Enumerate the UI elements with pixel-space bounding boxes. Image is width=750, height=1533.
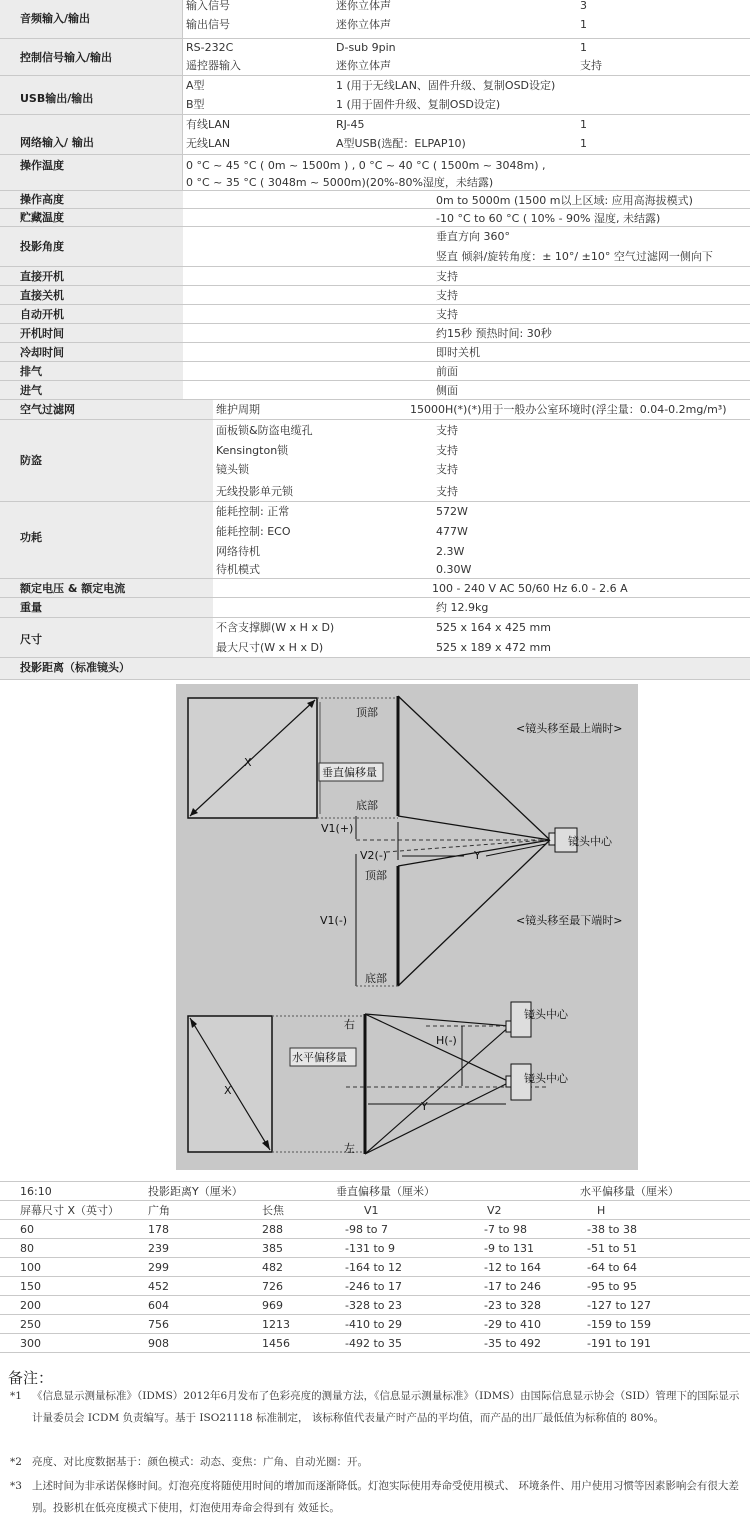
spec-value: 100 - 240 V AC 50/60 Hz 6.0 - 2.6 A	[432, 582, 628, 595]
table-header: 屏幕尺寸 X（英寸）	[20, 1204, 120, 1217]
spec-value: 1	[580, 137, 587, 150]
spec-sub: 面板锁&防盗电缆孔	[216, 424, 313, 437]
table-cell: -12 to 164	[484, 1261, 541, 1274]
table-cell: -7 to 98	[484, 1223, 528, 1236]
v1m-label: V1(-)	[320, 914, 348, 927]
spec-row-throw	[0, 657, 750, 680]
lens-center-label: 镜头中心	[568, 835, 612, 848]
spec-row-filter	[0, 399, 750, 420]
spec-sub: A型	[186, 79, 205, 92]
spec-label: 功耗	[0, 502, 213, 579]
spec-row-simple	[0, 342, 750, 362]
table-cell: 385	[262, 1242, 283, 1255]
spec-row-simple	[0, 266, 750, 286]
spec-value: 支持	[436, 463, 458, 476]
spec-sub: 能耗控制: ECO	[216, 525, 291, 538]
lens-center2-label: 镜头中心	[524, 1008, 568, 1021]
spec-label: 操作高度	[0, 191, 183, 209]
table-row	[0, 1295, 750, 1315]
table-cell: -23 to 328	[484, 1299, 541, 1312]
spec-row-simple	[0, 361, 750, 381]
spec-sub: 维护周期	[216, 403, 260, 416]
table-header: 投影距离Y（厘米）	[148, 1185, 243, 1198]
table-cell: -131 to 9	[345, 1242, 395, 1255]
spec-value: 0 °C ~ 35 °C ( 3048m ~ 5000m)(20%-80%湿度，未结露)	[186, 176, 494, 189]
table-cell: 288	[262, 1223, 283, 1236]
spec-row-audio	[0, 0, 750, 39]
table-cell: -410 to 29	[345, 1318, 402, 1331]
table-header: H	[597, 1204, 606, 1217]
spec-label: 音频输入/输出	[0, 0, 183, 39]
spec-sub: 网络待机	[216, 545, 260, 558]
lens-down-note: <镜头移至最下端时>	[516, 914, 623, 927]
table-cell: -159 to 159	[587, 1318, 651, 1331]
spec-row-storage	[0, 208, 750, 227]
top2-label: 顶部	[365, 869, 387, 882]
table-cell: -35 to 492	[484, 1337, 541, 1350]
table-cell: -492 to 35	[345, 1337, 402, 1350]
spec-value: 0 °C ~ 45 °C ( 0m ~ 1500m ) , 0 °C ~ 40 °C ( 1500m ~ 3048m) ,	[186, 159, 546, 172]
table-header: V2	[487, 1204, 502, 1217]
table-cell: 726	[262, 1280, 283, 1293]
spec-label: 开机时间	[0, 324, 183, 343]
spec-label: 空气过滤网	[0, 400, 213, 420]
table-cell: 80	[20, 1242, 34, 1255]
spec-value: 1	[580, 41, 587, 54]
table-cell: 299	[148, 1261, 169, 1274]
spec-value: 1	[580, 118, 587, 131]
v1p-label: V1(+)	[321, 822, 354, 835]
spec-label: 自动开机	[0, 305, 183, 324]
table-cell: -328 to 23	[345, 1299, 402, 1312]
note-text: 亮度、对比度数据基于：颜色模式：动态、变焦：广角、自动光圈：开。	[32, 1456, 368, 1468]
spec-value: 支持	[436, 289, 458, 302]
spec-sub: 无线LAN	[186, 137, 231, 150]
spec-sub: B型	[186, 98, 205, 111]
table-cell: 100	[20, 1261, 41, 1274]
table-cell: 1213	[262, 1318, 290, 1331]
note-text: 上述时间为非承诺保修时间。灯泡亮度将随使用时间的增加而逐渐降低。灯泡实际使用寿命受使用模式、 环境条件、用户使用习惯等因素影响会有很大差别。投影机在低亮度模式下使用，灯泡使用寿命会得到有 效延长。	[32, 1480, 739, 1514]
table-row	[0, 1238, 750, 1258]
spec-value: 竖直 倾斜/旋转角度：± 10°/ ±10° 空气过滤网一侧向下	[436, 250, 713, 263]
bottom2-label: 底部	[365, 972, 387, 985]
table-cell: -246 to 17	[345, 1280, 402, 1293]
spec-label: 尺寸	[0, 618, 213, 658]
spec-row-theft	[0, 419, 750, 502]
spec-value: 侧面	[436, 384, 458, 397]
table-row	[0, 1314, 750, 1334]
table-cell: -127 to 127	[587, 1299, 651, 1312]
note-mark: *3	[10, 1480, 22, 1492]
table-cell: 250	[20, 1318, 41, 1331]
vshift-label: 垂直偏移量	[322, 766, 377, 779]
spec-label: 额定电压 & 额定电流	[0, 579, 213, 598]
throw-diagram	[176, 684, 638, 1170]
spec-value: A型USB(选配：ELPAP10)	[336, 137, 466, 150]
spec-value: 1 (用于固件升级、复制OSD设定)	[336, 98, 501, 111]
table-cell: 1456	[262, 1337, 290, 1350]
table-row	[0, 1257, 750, 1277]
table-cell: -29 to 410	[484, 1318, 541, 1331]
spec-sub: 待机模式	[216, 563, 260, 576]
spec-value: 支持	[436, 270, 458, 283]
spec-sub: 能耗控制: 正常	[216, 505, 290, 518]
spec-value: 支持	[436, 308, 458, 321]
spec-sub: 输入信号	[186, 0, 230, 12]
spec-label: 投影角度	[0, 227, 183, 267]
spec-value: 垂直方向 360°	[436, 230, 510, 243]
hm-label: H(-)	[436, 1034, 457, 1047]
spec-label: 防盗	[0, 420, 213, 502]
spec-value: 572W	[436, 505, 468, 518]
lens-up-note: <镜头移至最上端时>	[516, 722, 623, 735]
spec-row-altitude	[0, 190, 750, 209]
table-header: V1	[364, 1204, 379, 1217]
spec-row-temp	[0, 154, 750, 191]
spec-row-size	[0, 617, 750, 658]
spec-value: 1 (用于无线LAN、固件升级、复制OSD设定)	[336, 79, 556, 92]
table-row	[0, 1219, 750, 1239]
spec-value: D-sub 9pin	[336, 41, 396, 54]
table-header: 垂直偏移量（厘米）	[336, 1185, 435, 1198]
table-cell: 200	[20, 1299, 41, 1312]
spec-value: 迷你立体声	[336, 0, 391, 12]
spec-value: 约15秒 预热时间: 30秒	[436, 327, 552, 340]
spec-label: 排气	[0, 362, 183, 381]
spec-value: 支持	[436, 424, 458, 437]
table-cell: 908	[148, 1337, 169, 1350]
spec-value: 525 x 189 x 472 mm	[436, 641, 551, 654]
table-cell: 969	[262, 1299, 283, 1312]
spec-value: RJ-45	[336, 118, 365, 131]
spec-row-usb	[0, 75, 750, 115]
spec-value: 迷你立体声	[336, 59, 391, 72]
table-cell: -51 to 51	[587, 1242, 637, 1255]
spec-sub: 最大尺寸(W x H x D)	[216, 641, 324, 654]
spec-value: 15000H(*)(*)用于一般办公室环境时(浮尘量：0.04-0.2mg/m³)	[410, 403, 727, 416]
spec-value: 0m to 5000m (1500 m以上区域: 应用高海拔模式)	[436, 194, 693, 207]
table-cell: -95 to 95	[587, 1280, 637, 1293]
spec-row-simple	[0, 323, 750, 343]
top-label: 顶部	[356, 706, 378, 719]
spec-row-angle	[0, 226, 750, 267]
spec-sub: 无线投影单元锁	[216, 485, 293, 498]
y2-label: Y	[421, 1100, 428, 1113]
right-label: 右	[344, 1018, 355, 1031]
spec-row-voltage	[0, 578, 750, 598]
table-cell: 482	[262, 1261, 283, 1274]
spec-label: USB输出/输出	[0, 76, 183, 115]
bottom-label: 底部	[356, 799, 378, 812]
spec-row-weight	[0, 597, 750, 618]
spec-value: 1	[580, 18, 587, 31]
table-cell: 150	[20, 1280, 41, 1293]
spec-label: 直接开机	[0, 267, 183, 286]
spec-value: 支持	[436, 444, 458, 457]
spec-sub: 不含支撑脚(W x H x D)	[216, 621, 335, 634]
table-cell: -64 to 64	[587, 1261, 637, 1274]
table-cell: 604	[148, 1299, 169, 1312]
spec-value: 迷你立体声	[336, 18, 391, 31]
x2-label: X	[224, 1084, 232, 1097]
table-cell: -191 to 191	[587, 1337, 651, 1350]
table-row	[0, 1276, 750, 1296]
spec-label: 重量	[0, 598, 213, 618]
table-row	[0, 1333, 750, 1353]
spec-label: 进气	[0, 381, 183, 400]
spec-sub: 镜头锁	[216, 463, 249, 476]
table-cell: -9 to 131	[484, 1242, 534, 1255]
y-label: Y	[474, 849, 481, 862]
note-mark: *1	[10, 1390, 22, 1402]
spec-sub: RS-232C	[186, 41, 234, 54]
table-header-row	[0, 1200, 750, 1220]
table-cell: -164 to 12	[345, 1261, 402, 1274]
table-cell: 300	[20, 1337, 41, 1350]
v2m-label: V2(-)	[360, 849, 388, 862]
spec-value: 3	[580, 0, 587, 12]
spec-value: 约 12.9kg	[436, 601, 489, 614]
spec-label: 操作温度	[0, 155, 183, 191]
spec-value: 0.30W	[436, 563, 472, 576]
spec-value: 前面	[436, 365, 458, 378]
table-header: 水平偏移量（厘米）	[580, 1185, 679, 1198]
spec-label: 控制信号输入/输出	[0, 39, 183, 76]
spec-value: 支持	[580, 59, 602, 72]
table-header: 广角	[148, 1204, 170, 1217]
table-header-row	[0, 1181, 750, 1201]
spec-value: 支持	[436, 485, 458, 498]
spec-row-simple	[0, 285, 750, 305]
spec-sub: 有线LAN	[186, 118, 231, 131]
table-cell: 756	[148, 1318, 169, 1331]
spec-sub: Kensington锁	[216, 444, 289, 457]
lens-center3-label: 镜头中心	[524, 1072, 568, 1085]
table-cell: -38 to 38	[587, 1223, 637, 1236]
table-cell: -17 to 246	[484, 1280, 541, 1293]
note-mark: *2	[10, 1456, 22, 1468]
spec-value: 2.3W	[436, 545, 465, 558]
hshift-label: 水平偏移量	[292, 1051, 347, 1064]
table-header: 长焦	[262, 1204, 284, 1217]
spec-label: 冷却时间	[0, 343, 183, 362]
note-text: 《信息显示测量标准》（IDMS）2012年6月发布了色彩亮度的测量方法，《信息显示测量标准》（IDMS）由国际信息显示协会（SID）管理下的国际显示计量委员会 ICDM 负责编写。基于 ISO21118 标准制定， 该标称值代表量产时产品的平均值，而产品的出厂最低值为标称值的 80%。	[32, 1390, 740, 1424]
spec-row-control	[0, 38, 750, 76]
spec-value: 即时关机	[436, 346, 480, 359]
spec-row-network	[0, 114, 750, 155]
spec-label: 贮藏温度	[0, 209, 183, 227]
table-cell: 178	[148, 1223, 169, 1236]
x-label: X	[244, 756, 252, 769]
spec-value: 477W	[436, 525, 468, 538]
spec-sub: 输出信号	[186, 18, 230, 31]
table-header: 16:10	[20, 1185, 52, 1198]
spec-label: 直接关机	[0, 286, 183, 305]
table-cell: 452	[148, 1280, 169, 1293]
spec-value: 525 x 164 x 425 mm	[436, 621, 551, 634]
spec-value: -10 °C to 60 °C ( 10% - 90% 湿度, 未结露)	[436, 212, 661, 225]
table-bottom-border	[0, 1352, 750, 1353]
notes-title: 备注：	[8, 1369, 54, 1387]
table-cell: 239	[148, 1242, 169, 1255]
spec-label: 网络输入/ 输出	[0, 115, 183, 155]
spec-row-power	[0, 501, 750, 579]
spec-row-simple	[0, 380, 750, 400]
left-label: 左	[344, 1142, 355, 1155]
spec-sub: 遥控器输入	[186, 59, 241, 72]
spec-label: 投影距离（标准镜头）	[0, 658, 750, 679]
spec-row-simple	[0, 304, 750, 324]
table-cell: -98 to 7	[345, 1223, 389, 1236]
table-cell: 60	[20, 1223, 34, 1236]
